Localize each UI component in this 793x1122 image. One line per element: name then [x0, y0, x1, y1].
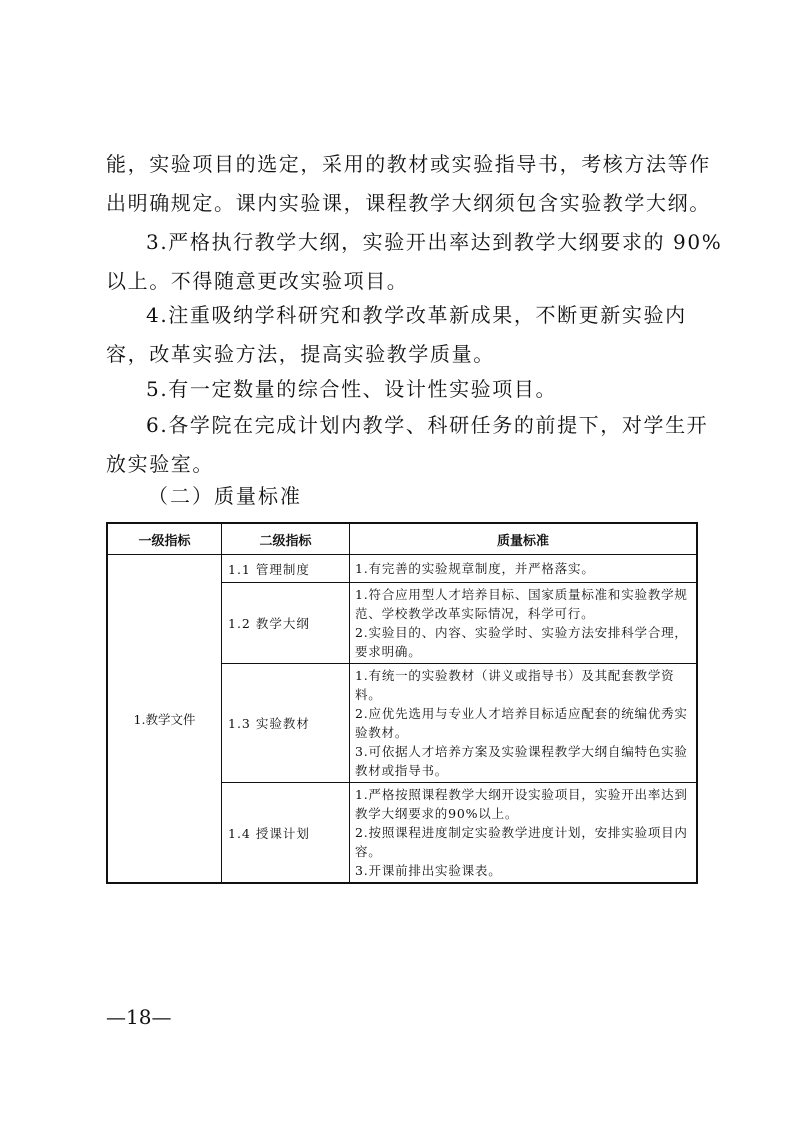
standard-item: 1.符合应用型人才培养目标、国家质量标准和实验教学规范、学校教学改革实际情况，科学可行。 [355, 587, 688, 621]
text-line: 3.严格执行教学大纲，实验开出率达到教学大纲要求的 90% [146, 230, 723, 254]
table-header-row [107, 523, 697, 555]
text-line: 能，实验项目的选定，采用的教材或实验指导书，考核方法等作 [106, 152, 711, 176]
standard-item: 1.严格按照课程教学大纲开设实验项目，实验开出率达到教学大纲要求的90%以上。 [355, 787, 688, 821]
standard-cell [350, 555, 698, 583]
standard-item: 3.开课前排出实验课表。 [355, 863, 502, 878]
level2-cell: 1.2 教学大纲 [222, 583, 350, 664]
page-number: —18— [106, 1005, 172, 1029]
header-level1: 一级指标 [107, 523, 222, 555]
quality-standards-table [106, 522, 698, 884]
para-4 [106, 370, 698, 409]
level2-cell: 1.1 管理制度 [222, 555, 350, 583]
para-3 [106, 296, 698, 374]
para-5 [106, 406, 709, 484]
standard-cell [350, 664, 698, 783]
para-1 [106, 145, 711, 223]
text-line: 出明确规定。课内实验课，课程教学大纲须包含实验教学大纲。 [106, 191, 711, 215]
text-line: 放实验室。 [106, 452, 214, 476]
standard-item: 3.可依据人才培养方案及实验课程教学大纲自编特色实验教材或指导书。 [355, 744, 688, 778]
header-standard: 质量标准 [350, 523, 698, 555]
level1-cell: 1.教学文件 [107, 555, 222, 884]
standard-cell [350, 783, 698, 884]
standard-item: 2.按照课程进度制定实验教学进度计划，安排实验项目内容。 [355, 825, 688, 859]
text-line: 5.有一定数量的综合性、设计性实验项目。 [146, 377, 558, 401]
section-heading: （二）质量标准 [148, 484, 302, 508]
standard-item: 2.应优先选用与专业人才培养目标适应配套的统编优秀实验教材。 [355, 706, 688, 740]
header-level2: 二级指标 [222, 523, 350, 555]
level2-cell: 1.3 实验教材 [222, 664, 350, 783]
standard-item: 1.有完善的实验规章制度，并严格落实。 [355, 561, 595, 576]
text-line: 4.注重吸纳学科研究和教学改革新成果，不断更新实验内 [146, 303, 687, 327]
standard-item: 2.实验目的、内容、实验学时、实验方法安排科学合理，要求明确。 [355, 625, 688, 659]
para-2 [106, 223, 723, 301]
table-row [107, 555, 697, 583]
level2-cell: 1.4 授课计划 [222, 783, 350, 884]
standard-item: 1.有统一的实验教材（讲义或指导书）及其配套教学资料。 [355, 668, 675, 702]
text-line: 以上。不得随意更改实验项目。 [106, 269, 409, 293]
standard-cell [350, 583, 698, 664]
text-line: 6.各学院在完成计划内教学、科研任务的前提下，对学生开 [146, 413, 709, 437]
text-line: 容，改革实验方法，提高实验教学质量。 [106, 342, 495, 366]
